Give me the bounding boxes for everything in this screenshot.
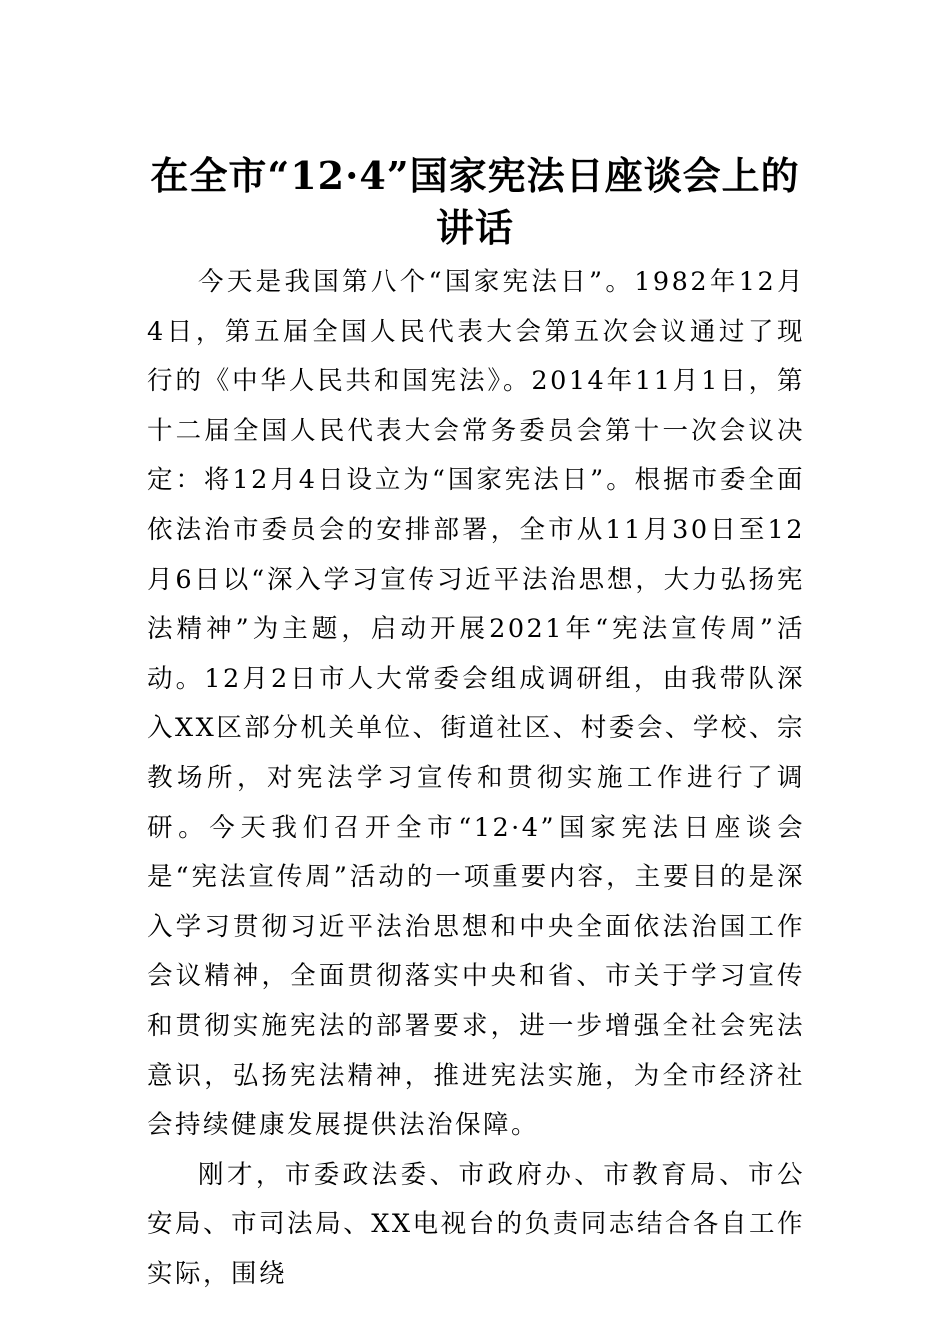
paragraph-2: 刚才，市委政法委、市政府办、市教育局、市公安局、市司法局、XX电视台的负责同志结合各自工作实际，围绕 [147, 1159, 805, 1289]
document-body [147, 258, 805, 1299]
paragraph-1: 今天是我国第八个“国家宪法日”。1982年12月4日，第五届全国人民代表大会第五次会议通过了现行的《中华人民共和国宪法》。2014年11月1日，第十二届全国人民代表大会常务委员会第十一次会议决定：将12月4日设立为“国家宪法日”。根据市委全面依法治市委员会的安排部署，全市从11月30日至12月6日以“深入学习宣传习近平法治思想，大力弘扬宪法精神”为主题，启动开展2021年“宪法宣传周”活动。12月2日市人大常委会组成调研组，由我带队深入XX区部分机关单位、街道社区、村委会、学校、宗教场所，对宪法学习宣传和贯彻实施工作进行了调研。今天我们召开全市“12·4”国家宪法日座谈会是“宪法宣传周”活动的一项重要内容，主要目的是深入学习贯彻习近平法治思想和中央全面依法治国工作会议精神，全面贯彻落实中央和省、市关于学习宣传和贯彻实施宪法的部署要求，进一步增强全社会宪法意识，弘扬宪法精神，推进宪法实施，为全市经济社会持续健康发展提供法治保障。 [147, 267, 805, 1141]
document-title: 在全市“12·4”国家宪法日座谈会上的讲话 [150, 153, 800, 250]
